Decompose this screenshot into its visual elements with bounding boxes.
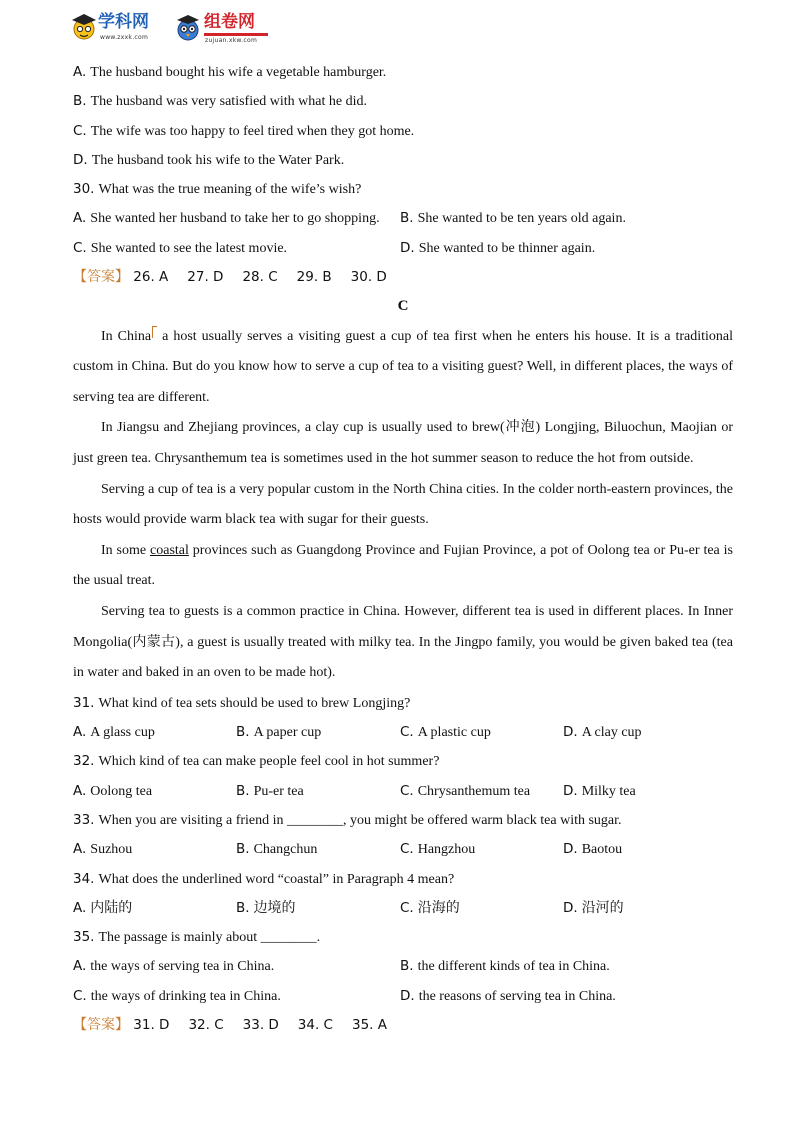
q35-options-row2 [73,982,733,1011]
zujuan-logo[interactable] [174,10,280,46]
paragraph-4: In some coastal provinces such as Guangdong Province and Fujian Province, a pot of Oolong tea or Pu-er tea is the usual treat. [73,542,733,589]
owl-mascot-icon [174,11,202,45]
zxxk-logo-url: www.zxxk.com [100,34,149,41]
q31-option-c: C. A plastic cup [400,724,491,741]
q33-option-d: D. Baotou [563,841,623,858]
q35-option-b: B. the different kinds of tea in China. [400,958,610,975]
q34-option-d: D. 沿河的 [563,899,624,916]
q30-option-d: D. She wanted to be thinner again. [400,239,596,256]
q35-option-a: A. the ways of serving tea in China. [73,958,275,975]
q35-options-row1 [73,952,733,981]
zxxk-logo[interactable] [70,10,166,46]
q33-option-c: C. Hangzhou [400,841,476,858]
q34-option-c: C. 沿海的 [400,899,460,916]
q30-options-row2 [73,234,733,263]
answer-label: 【答案】 [73,270,129,286]
q29-option-c: C. The wife was too happy to feel tired when they got home. [73,122,415,139]
mascot-icon [70,11,98,45]
q30-stem: 30. What was the true meaning of the wife’s wish? [73,181,362,198]
paragraph-2: In Jiangsu and Zhejiang provinces, a clay cup is usually used to brew(冲泡) Longjing, Biluochun, Maojian or just green tea. Chrysanthemum tea is sometimes used in the hot summer season to reduce the hot from outside. [73,420,733,467]
answer-key-26-30: 【答案】 26. A 27. D 28. C 29. B 30. D [73,269,387,286]
answer-label: 【答案】 [73,1018,129,1034]
q35-stem: 35. The passage is mainly about ________. [73,929,321,946]
q29-option-b: B. The husband was very satisfied with what he did. [73,93,368,110]
paragraph-1: In China a host usually serves a visiting guest a cup of tea first when he enters his house. It is a traditional custom in China. But do you know how to serve a cup of tea to a visiting guest? Well, in different places, the ways of serving tea are different. [73,322,733,414]
section-title: C [397,298,409,315]
q30-option-c: C. She wanted to see the latest movie. [73,239,288,256]
q35-option-c: C. the ways of drinking tea in China. [73,987,281,1004]
q32-option-d: D. Milky tea [563,782,636,799]
document-body [73,58,733,1040]
paragraph-5: Serving tea to guests is a common practice in China. However, different tea is used in different places. In Inner Mongolia(内蒙古), a guest is usually treated with milky tea. In the Jingpo family, you would be given baked tea (tea in water and baked in an oven to be made hot). [73,604,733,681]
q34-stem: 34. What does the underlined word “coastal” in Paragraph 4 mean? [73,870,455,887]
q31-option-b: B. A paper cup [236,724,322,741]
q32-stem: 32. Which kind of tea can make people feel cool in hot summer? [73,753,440,770]
q32-option-c: C. Chrysanthemum tea [400,782,531,799]
logo-red-stripe [204,33,268,36]
q32-options [73,777,733,806]
q31-option-d: D. A clay cup [563,724,642,741]
q35-option-d: D. the reasons of serving tea in China. [400,987,616,1004]
underlined-word: coastal [150,542,189,558]
q33-option-a: A. Suzhou [73,841,133,858]
q30-option-b: B. She wanted to be ten years old again. [400,210,626,227]
q33-stem: 33. When you are visiting a friend in ________, you might be offered warm black tea with sugar. [73,811,622,828]
q34-option-a: A. 内陆的 [73,899,133,916]
q31-stem: 31. What kind of tea sets should be used to brew Longjing? [73,694,411,711]
q34-options [73,894,733,923]
paragraph-3: Serving a cup of tea is a very popular custom in the North China cities. In the colder north-eastern provinces, the hosts would provide warm black tea with sugar for their guests. [73,481,733,528]
header-logos [70,10,280,46]
q29-option-d: D. The husband took his wife to the Water Park. [73,151,345,168]
q32-option-b: B. Pu-er tea [236,782,304,799]
q31-option-a: A. A glass cup [73,724,155,741]
zujuan-logo-name: 组卷网 [204,12,255,32]
q30-options-row1 [73,204,733,233]
zujuan-logo-url: zujuan.xkw.com [205,37,258,44]
zxxk-logo-name: 学科网 [98,12,149,32]
q33-option-b: B. Changchun [236,841,318,858]
q30-option-a: A. She wanted her husband to take her to go shopping. [73,210,380,227]
q33-options [73,835,733,864]
q32-option-a: A. Oolong tea [73,782,153,799]
q31-options [73,718,733,747]
q29-option-a: A. The husband bought his wife a vegetable hamburger. [73,64,387,80]
q34-option-b: B. 边境的 [236,899,296,916]
answer-key-31-35: 【答案】 31. D 32. C 33. D 34. C 35. A [73,1017,387,1034]
